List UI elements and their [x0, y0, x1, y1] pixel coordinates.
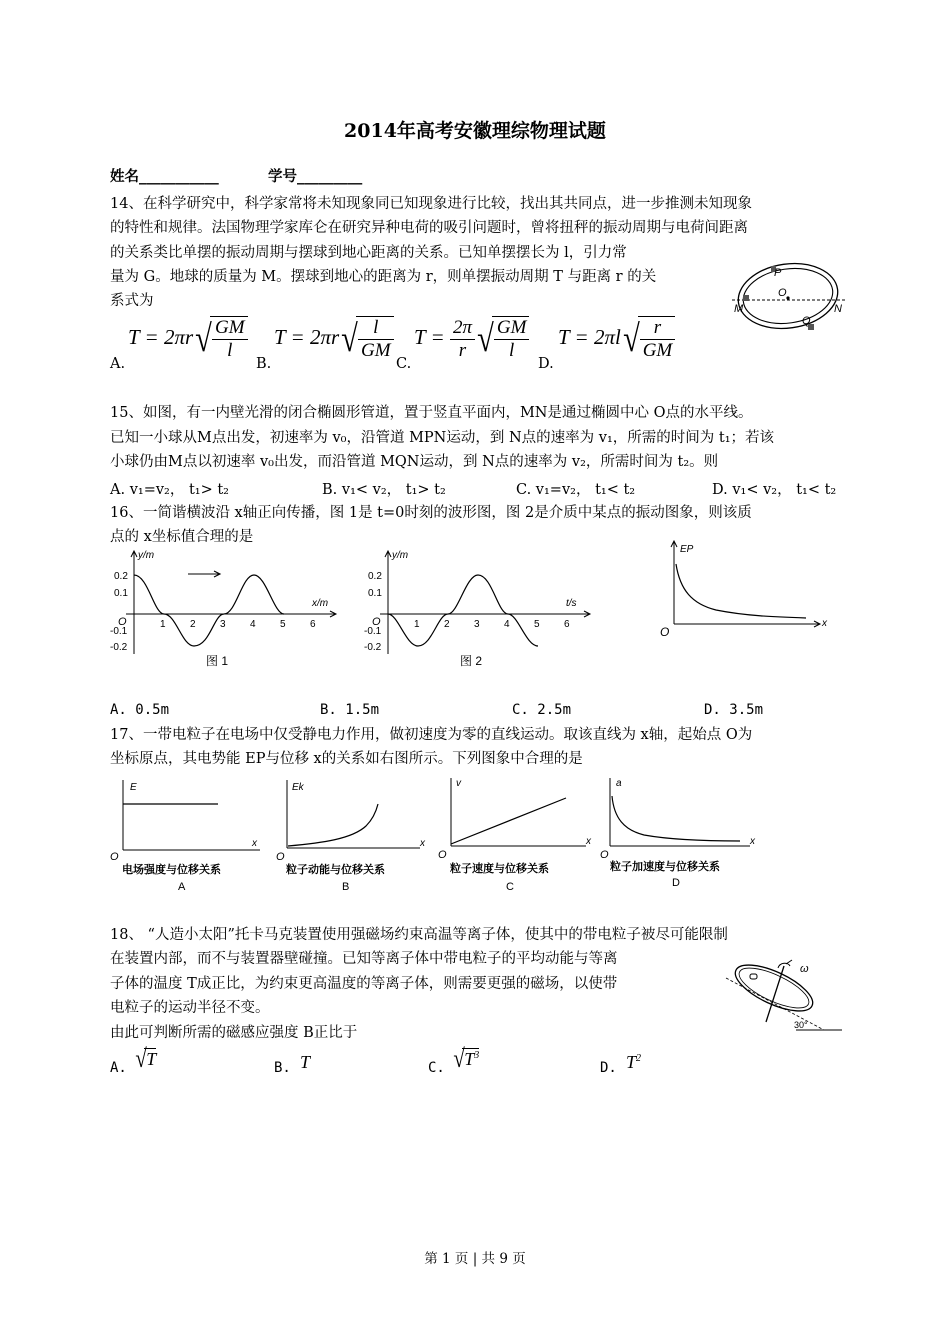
graph-c-origin: O — [438, 849, 447, 861]
ellipse-tube-figure — [728, 254, 852, 334]
fig2-xtick: 3 — [474, 619, 480, 630]
fig1-xtick: 6 — [310, 619, 316, 630]
graph-c-x-label: x — [586, 836, 591, 847]
graph-c-y-label: v — [456, 778, 461, 789]
q18-option-c-label: C. — [428, 1060, 445, 1076]
graph-c-caption: 粒子速度与位移关系 — [450, 863, 549, 875]
fig1-caption: 图 1 — [206, 654, 229, 668]
fig1-xtick: 4 — [250, 619, 256, 630]
angle-label: 30° — [794, 1020, 808, 1030]
fig-label-n: N — [834, 303, 842, 315]
q14-line-1: 14、在科学研究中，科学家常将未知现象同已知现象进行比较，找出其共同点，进一步推测未知现象 — [110, 196, 752, 212]
fig1-xtick: 5 — [280, 619, 286, 630]
q18-option-b-formula: T — [300, 1052, 311, 1072]
graph-a-y-label: E — [130, 782, 137, 793]
q16-option-a: A. 0.5m — [110, 702, 170, 718]
q18-line-5: 由此可判断所需的磁感应强度 B正比于 — [110, 1025, 358, 1041]
fig1-ytick: 0.1 — [114, 588, 128, 599]
q18-option-d-label: D. — [600, 1060, 617, 1076]
q17-graph-c — [436, 772, 596, 894]
ep-origin: O — [660, 625, 670, 639]
q18-line-2: 在装置内部，而不与装置器壁碰撞。已知等离子体中带电粒子的平均动能与等离 — [110, 951, 618, 967]
fig2-ytick: 0.1 — [368, 588, 382, 599]
q15-line-2: 已知一小球从M点出发，初速率为 v₀，沿管道 MPN运动，到 N点的速率为 v₁，所需的时间为 t₁；若该 — [110, 430, 775, 446]
q14-line-5: 系式为 — [110, 293, 154, 309]
fig1-ytick: -0.2 — [110, 642, 128, 653]
fig1-xtick: 3 — [220, 619, 226, 630]
fig1-xtick: 2 — [190, 619, 196, 630]
q17-graph-d — [600, 772, 770, 890]
q18-line-4: 电粒子的运动半径不变。 — [110, 1000, 270, 1016]
fig-label-q: Q — [802, 315, 811, 327]
q16-option-c: C. 2.5m — [512, 702, 572, 718]
q17-graph-b — [272, 776, 428, 894]
q15-option-a: A. v₁=v₂， t₁> t₂ — [110, 482, 229, 498]
fig2-y-axis-label: y/m — [392, 550, 409, 561]
q14-option-b-formula: T = 2πr√ $\frac{l}{GM}$ — [274, 316, 394, 362]
q18-option-d-formula: $T^2$ — [626, 1052, 642, 1072]
student-id-field-label: 学号_________ — [268, 168, 363, 185]
fig1-origin: O — [118, 616, 127, 628]
fig-label-o: O — [778, 287, 787, 299]
q18-option-a-label: A. — [110, 1060, 127, 1076]
graph-a-origin: O — [110, 851, 119, 863]
q14-line-4: 量为 G。地球的质量为 M。摆球到地心的距离为 r，则单摆振动周期 T 与距离 r 的关 — [110, 269, 657, 285]
fig1-x-axis-label: x/m — [312, 598, 329, 609]
graph-b-y-label: Ek — [292, 782, 304, 793]
fig1-xtick: 1 — [160, 619, 166, 630]
fig2-xtick: 6 — [564, 619, 570, 630]
q18-option-c-formula: $√T^3$ — [453, 1044, 480, 1073]
q16-line-2: 点的 x坐标值合理的是 — [110, 529, 254, 545]
name-field-label: 姓名___________ — [110, 168, 219, 185]
q18-option-b-label: B. — [274, 1060, 291, 1076]
graph-b-caption: 粒子动能与位移关系 — [286, 864, 385, 876]
fig2-caption: 图 2 — [460, 654, 483, 668]
q14-option-b-label: B. — [256, 356, 272, 372]
fig2-xtick: 4 — [504, 619, 510, 630]
q14-option-a-label: A. — [110, 356, 126, 372]
fig2-ytick: -0.2 — [364, 642, 382, 653]
q16-option-d: D. 3.5m — [704, 702, 764, 718]
q16-option-b: B. 1.5m — [320, 702, 380, 718]
fig2-ytick: -0.1 — [364, 626, 382, 637]
ep-axis-label: EP — [680, 544, 694, 555]
fig2-ytick: 0.2 — [368, 571, 382, 582]
q18-line-3: 子体的温度 T成正比，为约束更高温度的等离子体，则需要更强的磁场，以使带 — [110, 976, 618, 992]
wave-figure-2 — [362, 548, 594, 674]
q17-line-2: 坐标原点，其电势能 EP与位移 x的关系如右图所示。下列图象中合理的是 — [110, 751, 583, 767]
q15-option-d: D. v₁< v₂， t₁< t₂ — [712, 482, 837, 498]
graph-a-letter: A — [178, 881, 186, 893]
fig-label-m: M — [734, 303, 744, 315]
rotating-disk-figure — [724, 958, 850, 1038]
graph-b-origin: O — [276, 851, 285, 863]
wave-figure-1 — [108, 548, 340, 674]
q18-option-a-formula: √T — [135, 1044, 157, 1073]
graph-d-caption: 粒子加速度与位移关系 — [610, 861, 720, 873]
q14-option-d-formula: T = 2πl√ $\frac{r}{GM}$ — [558, 316, 675, 362]
ep-x-axis-label: x — [822, 618, 827, 629]
graph-d-y-label: a — [616, 778, 622, 789]
page-footer: 第 1 页 | 共 9 页 — [424, 1251, 526, 1267]
graph-d-origin: O — [600, 849, 609, 861]
q15-line-1: 15、如图，有一内壁光滑的闭合椭圆形管道，置于竖直平面内，MN是通过椭圆中心 O点的水平线。 — [110, 405, 753, 421]
q15-line-3: 小球仍由M点以初速率 v₀出发，而沿管道 MQN运动，到 N点的速率为 v₂，所需时间为 t₂。则 — [110, 454, 719, 470]
fig-label-p: P — [774, 267, 782, 279]
q16-line-1: 16、一简谐横波沿 x轴正向传播，图 1是 t=0时刻的波形图，图 2是介质中某点的振动图象，则该质 — [110, 505, 752, 521]
graph-c-letter: C — [506, 881, 514, 893]
q15-option-b: B. v₁< v₂， t₁> t₂ — [322, 482, 446, 498]
ep-x-figure — [656, 540, 836, 640]
q14-option-c-label: C. — [396, 356, 412, 372]
q14-option-d-label: D. — [538, 356, 554, 372]
graph-d-x-label: x — [750, 836, 755, 847]
fig1-y-axis-label: y/m — [138, 550, 155, 561]
graph-d-letter: D — [672, 877, 680, 889]
fig2-origin: O — [372, 616, 381, 628]
graph-a-x-label: x — [252, 838, 257, 849]
q18-line-1: 18、 “人造小太阳”托卡马克装置使用强磁场约束高温等离子体，使其中的带电粒子被尽可能限制 — [110, 927, 728, 943]
fig2-xtick: 5 — [534, 619, 540, 630]
omega-label: ω — [800, 963, 809, 975]
fig2-x-axis-label: t/s — [566, 598, 577, 609]
graph-b-x-label: x — [420, 838, 425, 849]
graph-a-caption: 电场强度与位移关系 — [122, 864, 221, 876]
page-title: 2014年高考安徽理综物理试题 — [344, 120, 606, 142]
fig1-ytick: 0.2 — [114, 571, 128, 582]
q14-option-a-formula: T = 2πr√ $\frac{GM}{l}$ — [128, 316, 248, 362]
q17-line-1: 17、一带电粒子在电场中仅受静电力作用，做初速度为零的直线运动。取该直线为 x轴，起始点 O为 — [110, 727, 753, 743]
fig2-xtick: 1 — [414, 619, 420, 630]
q15-option-c: C. v₁=v₂， t₁< t₂ — [516, 482, 636, 498]
q14-line-2: 的特性和规律。法国物理学家库仑在研究异种电荷的吸引问题时，曾将扭秤的振动周期与电荷间距离 — [110, 220, 748, 236]
q17-graph-a — [108, 776, 264, 894]
fig2-xtick: 2 — [444, 619, 450, 630]
graph-b-letter: B — [342, 881, 350, 893]
q14-line-3: 的关系类比单摆的振动周期与摆球到地心距离的关系。已知单摆摆长为 l，引力常 — [110, 245, 627, 261]
q14-option-c-formula: T = $\frac{2\pi}{r}$ √ $\frac{GM}{l}$ — [414, 316, 529, 362]
fig1-ytick: -0.1 — [110, 626, 128, 637]
